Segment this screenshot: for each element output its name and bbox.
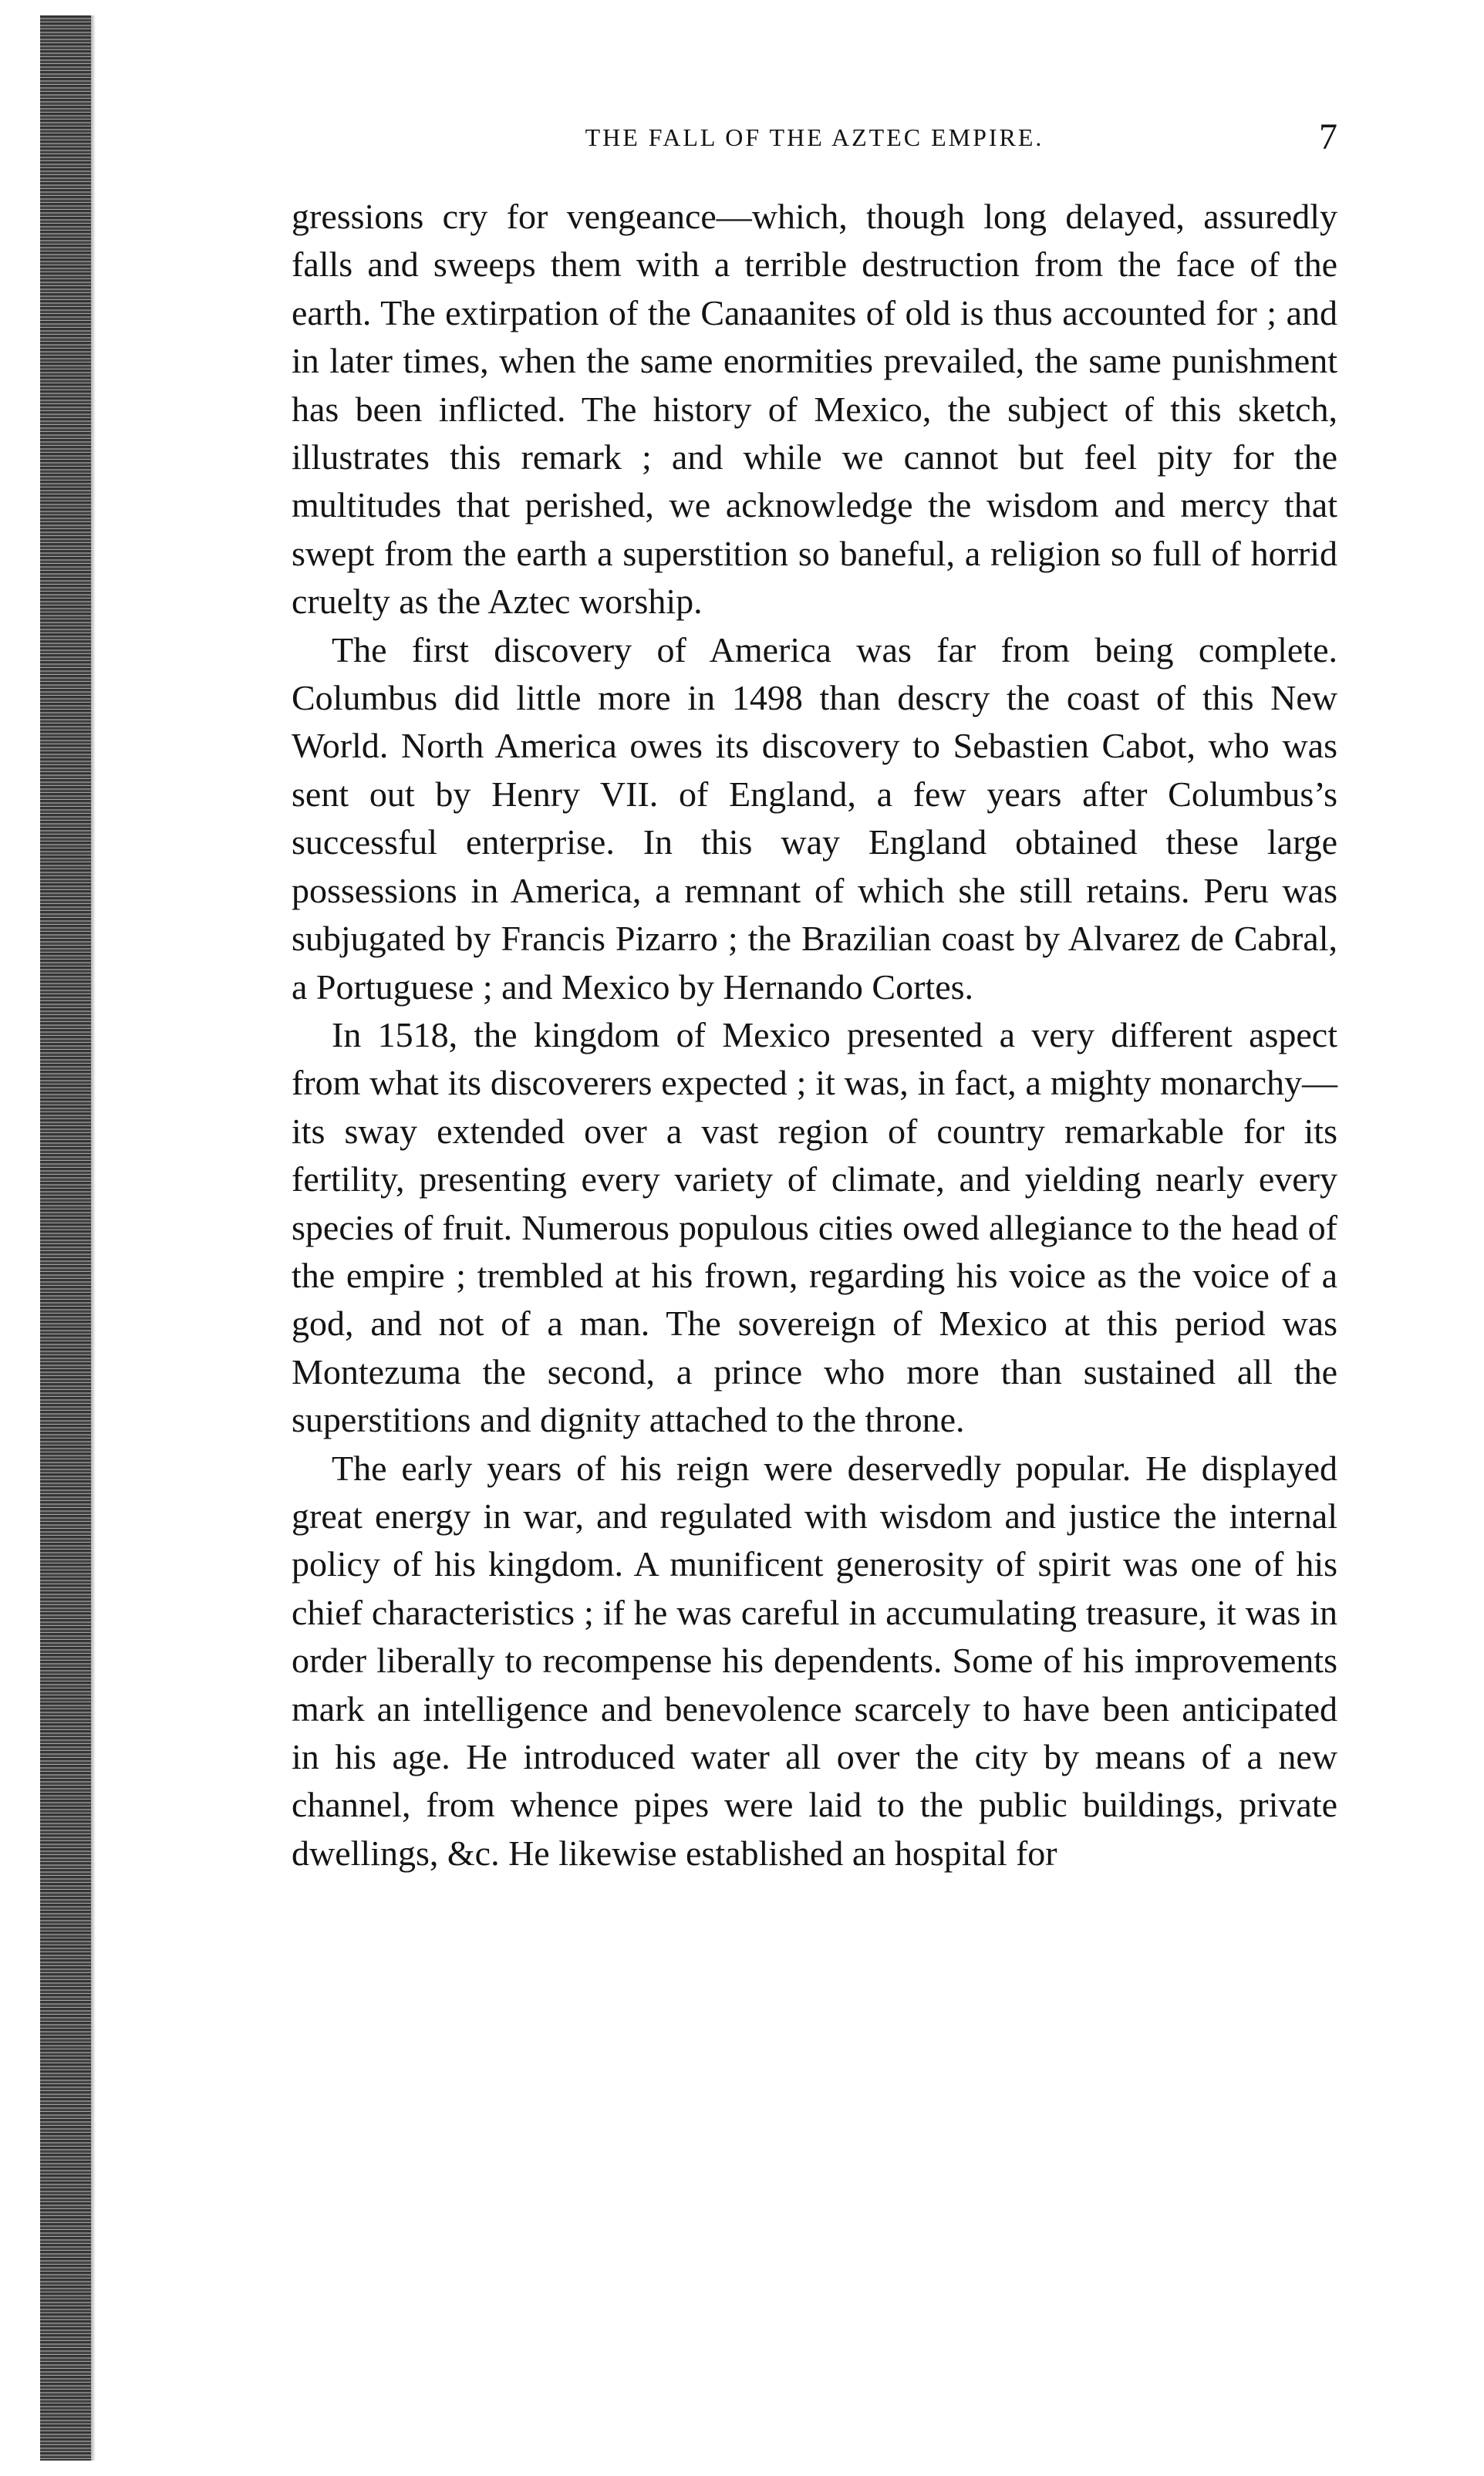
page-number: 7: [1319, 116, 1337, 157]
running-head: [292, 116, 1337, 170]
paragraph-1: gressions cry for vengeance—which, though long delayed, assuredly falls and sweeps them with a terrible destruction from the face of the earth. The extirpation of the Canaanites of old is thus accounted for ; and in later times, when the same enormities prevailed, the same punishment has been inflicted. The history of Mexico, the subject of this sketch, illustrates this remark ; and while we cannot but feel pity for the multitudes that perished, we acknowledge the wisdom and mercy that swept from the earth a superstition so baneful, a religion so full of horrid cruelty as the Aztec worship.: [292, 197, 1337, 622]
body-text: [292, 193, 1337, 1877]
book-binding-edge: [40, 15, 91, 2461]
book-page: [292, 116, 1337, 1877]
paragraph-3: In 1518, the kingdom of Mexico presented a very different aspect from what its discoverers expected ; it was, in fact, a mighty monarchy—its sway extended over a vast region of country remarkable for its fertility, presenting every variety of climate, and yielding nearly every species of fruit. Numerous populous cities owed allegiance to the head of the empire ; trembled at his frown, regarding his voice as the voice of a god, and not of a man. The sovereign of Mexico at this period was Montezuma the second, a prince who more than sustained all the superstitions and dignity attached to the throne.: [292, 1014, 1337, 1440]
paragraph-2: The first discovery of America was far from being complete. Columbus did little more in 1498 than descry the coast of this New World. North America owes its discovery to Sebastien Cabot, who was sent out by Henry VII. of England, a few years after Columbus’s successful enterprise. In this way England obtained these large possessions in America, a remnant of which she still retains. Peru was subjugated by Francis Pizarro ; the Brazilian coast by Alvarez de Cabral, a Portuguese ; and Mexico by Hernando Cortes.: [292, 629, 1337, 1007]
running-title: THE FALL OF THE AZTEC EMPIRE.: [585, 123, 1044, 151]
paragraph-4: The early years of his reign were deservedly popular. He displayed great energy in war, and regulated with wisdom and justice the internal policy of his kingdom. A munificent generosity of spirit was one of his chief characteristics ; if he was careful in accumulating treasure, it was in order liberally to recompense his dependents. Some of his improvements mark an intelligence and benevolence scarcely to have been anticipated in his age. He introduced water all over the city by means of a new channel, from whence pipes were laid to the public buildings, private dwellings, &c. He likewise established an hospital for: [292, 1448, 1337, 1873]
